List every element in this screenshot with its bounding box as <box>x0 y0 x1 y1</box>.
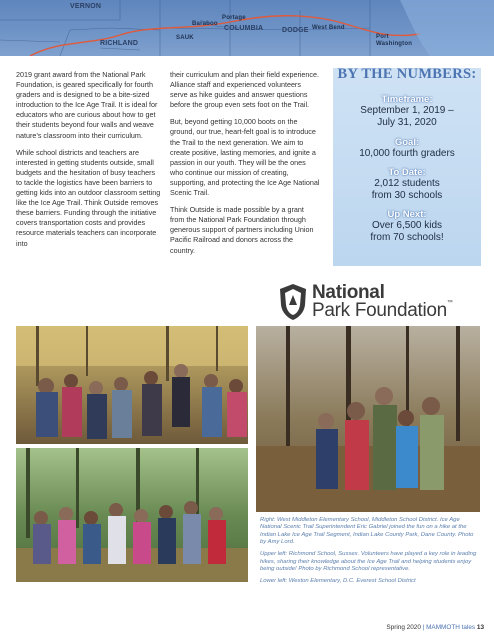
map-label-vernon: VERNON <box>70 3 102 10</box>
numbers-value: July 31, 2020 <box>377 117 437 128</box>
numbers-value: September 1, 2019 – <box>360 105 454 116</box>
photo-upper-left <box>16 326 248 444</box>
paragraph: But, beyond getting 10,000 boots on the ground, our true, heart-felt goal is to introduce the Trail to the next generation. We aim to create positive, lasting memories, and ignite a passion in our youth. They will be the ones who continue our mission of creating, supporting, and protecting the Ice Age National Scenic Trail. <box>170 117 320 198</box>
map-banner <box>0 0 494 56</box>
numbers-label: Timeframe: <box>381 94 433 105</box>
paragraph: While school districts and teachers are interested in getting students outside, small budgets and the hesitation of busy teachers to tackle the logistics have been barriers to getting kids into an outdoor classroom setting like the Ice Age Trail. Think Outside removes these barriers. Funding through the initiative covers transportation costs and provides resource materials teachers can incorporate into <box>16 147 161 248</box>
map-label-west-bend: West Bend <box>312 25 345 31</box>
arrowhead-icon <box>278 283 308 321</box>
photo-captions <box>260 517 480 590</box>
numbers-item-up-next <box>333 209 481 244</box>
logo-line-1: National <box>312 282 385 303</box>
photo-lower-left-graphic <box>16 448 248 582</box>
numbers-value: 10,000 fourth graders <box>359 148 455 159</box>
paragraph: Think Outside is made possible by a grant from the National Park Foundation through generous support of partners including Union Pacific Railroad and donors across the country. <box>170 205 314 255</box>
caption-right: Right: West Middleton Elementary School, Middleton School District. Ice Age National Scenic Trail Superintendent Eric Gabriel joined the fun on a hike at the Indian Lake Ice Age Trail Segment, Indian Lake County Park, Dane County. Photo by Amy Lord. <box>260 517 474 546</box>
trademark-mark: ™ <box>446 300 453 306</box>
caption-lower-left: Lower left: Weston Elementary, D.C. Everest School District <box>260 577 416 584</box>
footer-separator: | <box>420 624 427 631</box>
by-the-numbers-box <box>333 68 481 266</box>
paragraph: their curriculum and plan their field experience. Alliance staff and experienced volunteers serve as hike guides and answer questions before the group even sets foot on the Trail. <box>170 70 320 110</box>
photo-lower-left <box>16 448 248 582</box>
numbers-label: To Date: <box>388 167 426 178</box>
numbers-item-to-date <box>333 167 481 202</box>
numbers-heading: BY THE NUMBERS: <box>337 66 477 82</box>
numbers-value: Over 6,500 kids <box>371 220 443 231</box>
article-column-2 <box>170 70 320 263</box>
footer-season: Spring 2020 <box>386 624 421 631</box>
caption-upper-left: Upper left: Richmond School, Sussex. Volunteers have played a key role in leading hikes, sharing their knowledge about the Ice Age Trail and helping students enjoy being outside! Photo by Richmond School representative. <box>260 551 477 572</box>
map-label-sauk: SAUK <box>176 35 194 41</box>
map-label-richland: RICHLAND <box>100 40 139 47</box>
map-label-baraboo: Baraboo <box>192 21 218 27</box>
map-label-columbia: COLUMBIA <box>224 25 264 32</box>
page-number: 13 <box>476 624 484 631</box>
logo-line-2 <box>312 300 453 322</box>
photo-right <box>256 326 480 512</box>
numbers-item-goal <box>333 137 481 160</box>
numbers-value: from 30 schools <box>371 190 443 201</box>
map-label-portage: Portage <box>222 15 246 21</box>
page-footer <box>386 624 484 631</box>
numbers-item-timeframe <box>333 94 481 129</box>
paragraph: 2019 grant award from the National Park Foundation, is geared specifically for fourth graders and is designed to be a bite-sized introduction to the Ice Age Trail. It is ideal for educators who are curious about how to get their students beyond four walls and weave nature’s classroom into their curriculum. <box>16 70 158 140</box>
photo-right-graphic <box>256 326 480 512</box>
numbers-value: 2,012 students <box>374 178 440 189</box>
numbers-value: from 70 schools! <box>370 232 444 243</box>
map-label-dodge: DODGE <box>282 27 309 34</box>
numbers-label: Up Next: <box>387 209 427 220</box>
national-park-foundation-logo <box>278 282 468 322</box>
photo-upper-left-graphic <box>16 326 248 444</box>
footer-brand: MAMMOTH tales <box>426 624 476 631</box>
article-column-1 <box>16 70 162 256</box>
numbers-label: Goal: <box>394 137 420 148</box>
map-label-port-washington: Port Washington <box>376 34 413 47</box>
logo-line-2-text: Park Foundation <box>312 300 447 321</box>
